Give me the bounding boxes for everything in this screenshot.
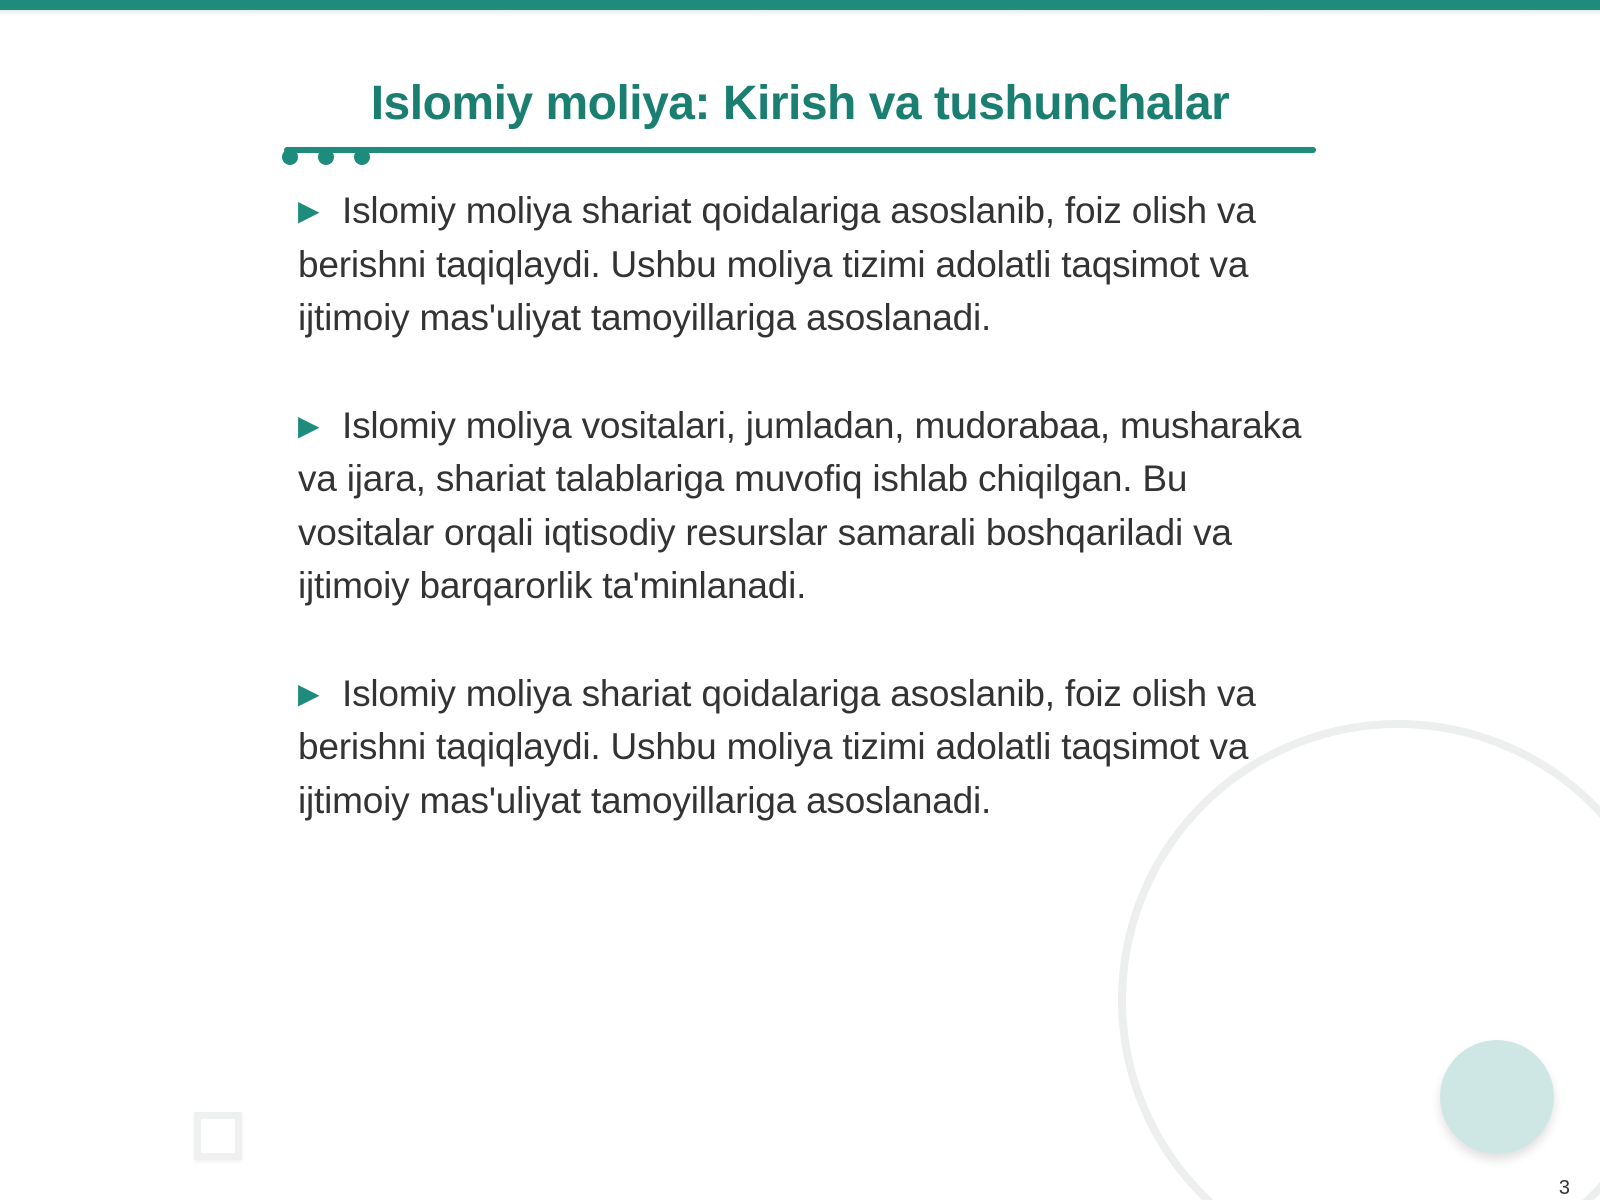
bullet-arrow-icon: ▶ bbox=[298, 195, 320, 226]
bullet-item-3 bbox=[298, 667, 1308, 828]
underline-dot-2 bbox=[318, 149, 334, 165]
bullet-arrow-icon: ▶ bbox=[298, 409, 320, 441]
top-accent-bar bbox=[0, 0, 1600, 10]
bullet-item-2 bbox=[298, 399, 1308, 613]
title-underline bbox=[284, 147, 1316, 153]
underline-dot-3 bbox=[354, 149, 370, 165]
bullet-text: Islomiy moliya shariat qoidalariga asoslanib, foiz olish va berishni taqiqlaydi. Ushbu moliya tizimi adolatli taqsimot va ijtimoiy mas'uliyat tamoyillariga asoslanadi. bbox=[298, 190, 1256, 338]
bullet-list bbox=[298, 184, 1308, 881]
page-number: 3 bbox=[1558, 1177, 1570, 1199]
slide-title: Islomiy moliya: Kirish va tushunchalar bbox=[370, 77, 1230, 130]
bullet-text: Islomiy moliya vositalari, jumladan, mudorabaa, musharaka va ijara, shariat talablariga muvofiq ishlab chiqilgan. Bu vositalar orqali iqtisodiy resurslar samarali boshqariladi va ijtimoiy barqarorlik ta'minlanadi. bbox=[298, 404, 1302, 606]
top-bar-shadow bbox=[0, 10, 1600, 16]
decorative-circle bbox=[1440, 1040, 1554, 1154]
bullet-text: Islomiy moliya shariat qoidalariga asoslanib, foiz olish va berishni taqiqlaydi. Ushbu moliya tizimi adolatli taqsimot va ijtimoiy mas'uliyat tamoyillariga asoslanadi. bbox=[298, 672, 1256, 821]
bullet-arrow-icon: ▶ bbox=[298, 677, 320, 709]
decorative-square bbox=[194, 1112, 242, 1160]
underline-dot-1 bbox=[282, 149, 298, 165]
bullet-item-1 bbox=[298, 184, 1308, 345]
